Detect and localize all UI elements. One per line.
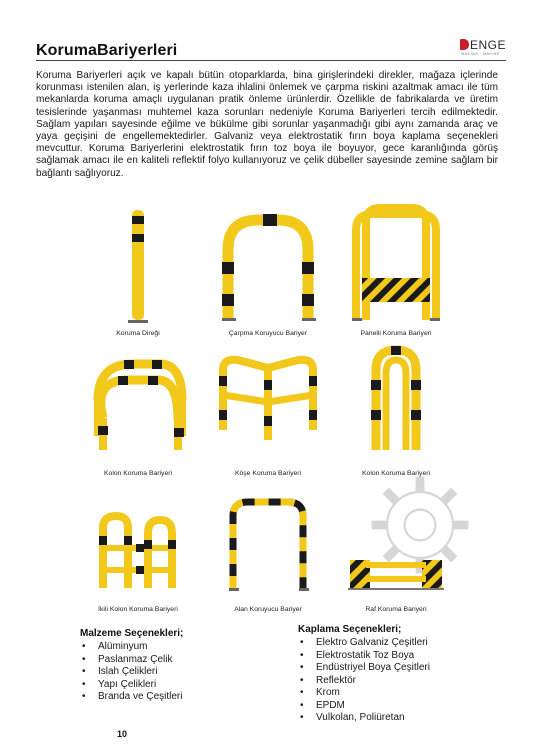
list-item: • Krom	[298, 687, 430, 700]
product-card-u-barrier	[198, 200, 338, 350]
product-caption: Panelli Koruma Bariyeri	[360, 330, 432, 337]
logo-name: ENGE	[460, 38, 506, 52]
product-card-bollard	[68, 200, 208, 350]
product-caption: Çarpma Koruyucu Bariyer	[228, 330, 308, 337]
product-caption: Koruma Direği	[116, 330, 160, 337]
list-item: • Branda ve Çeşitleri	[80, 691, 183, 704]
materials-section	[80, 628, 183, 704]
coatings-list	[298, 637, 430, 725]
product-caption: Raf Koruma Bariyeri	[365, 606, 427, 613]
product-caption: İkili Kolon Koruma Bariyeri	[98, 606, 178, 613]
bollard-icon	[78, 200, 198, 325]
list-item: • Endüstriyel Boya Çeşitleri	[298, 662, 430, 675]
list-item: • Elektro Galvaniz Çeşitleri	[298, 637, 430, 650]
list-item: • Reflektör	[298, 675, 430, 688]
list-item: • Elektrostatik Toz Boya	[298, 650, 430, 663]
company-logo	[436, 38, 506, 58]
product-card-rack-barrier	[326, 478, 466, 628]
product-caption: Köşe Koruma Bariyeri	[234, 470, 302, 477]
title-underline	[36, 60, 506, 61]
list-item: • Alüminyum	[80, 641, 183, 654]
materials-title: Malzeme Seçenekleri;	[80, 628, 184, 639]
product-card-panel-barrier	[326, 200, 466, 350]
list-item: • Vulkolan, Poliüretan	[298, 712, 430, 725]
logo-mark-icon	[460, 39, 469, 50]
column-guard-icon	[336, 340, 456, 465]
product-caption: Alan Koruyucu Bariyer	[234, 606, 302, 613]
u-barrier-icon	[208, 200, 328, 325]
list-item: • EPDM	[298, 700, 430, 713]
page-header	[36, 38, 506, 64]
product-card-column-guard	[326, 340, 466, 490]
product-card-corner-barrier	[198, 340, 338, 490]
list-item: • Yapı Çelikleri	[80, 679, 183, 692]
product-caption: Kolon Koruma Bariyeri	[104, 470, 172, 477]
product-card-area-barrier	[198, 478, 338, 628]
intro-paragraph: Koruma Bariyerleri açık ve kapalı bütün otoparklarda, bina girişlerindeki direkler, mağaza içlerinde korunması istenilen alan, iş yerlerinde kaza ihlalini önlemek ve çarpma riskini azaltmak amacı ile tüm mekanlarda koruma amaçlı uygulanan pratik önleme ürünlerdir. Özellikle de fabrikalarda ve üretim tesislerinde yaşanması muhtemel kaza sorunları nedeniyle Koruma Bariyerleri tercih edilmektedir. Sağlam yapıları sayesinde eğilme ve bükülme gibi sorunlar yaşanmadığı gibi aynı zamanda araç ve yaya geçişini de engellemektedirler. Galvaniz veya elektrostatik fırın boya kaplama seçenekleri mevcuttur. Koruma Bariyerlerini elektrostatik fırın toz boya ile boyuyor, gece karanlığında görüş sağlamak amacı ile en kaliteli reflektif folyo kullanıyoruz ve çelik dübeller sayesinde zemine sağlam bir bağlantı sağlıyoruz.	[36, 70, 498, 179]
coatings-section	[298, 624, 430, 725]
double-column-barrier-icon	[78, 478, 198, 603]
product-caption: Kolon Koruma Bariyeri	[362, 470, 430, 477]
product-card-double-column	[68, 478, 208, 628]
page-title: KorumaBariyerleri	[36, 42, 178, 59]
rack-barrier-icon	[336, 478, 456, 603]
column-barrier-icon	[78, 340, 198, 465]
logo-tagline: MAKİNA · MAKİNE	[461, 52, 500, 56]
product-card-column-barrier	[68, 340, 208, 490]
list-item: • Paslanmaz Çelik	[80, 654, 183, 667]
list-item: • Islah Çelikleri	[80, 666, 183, 679]
area-barrier-icon	[208, 478, 328, 603]
corner-barrier-icon	[208, 340, 328, 465]
panel-barrier-icon	[336, 200, 456, 325]
coatings-title: Kaplama Seçenekleri;	[298, 624, 402, 635]
page-number: 10	[117, 729, 128, 739]
materials-list	[80, 641, 183, 704]
